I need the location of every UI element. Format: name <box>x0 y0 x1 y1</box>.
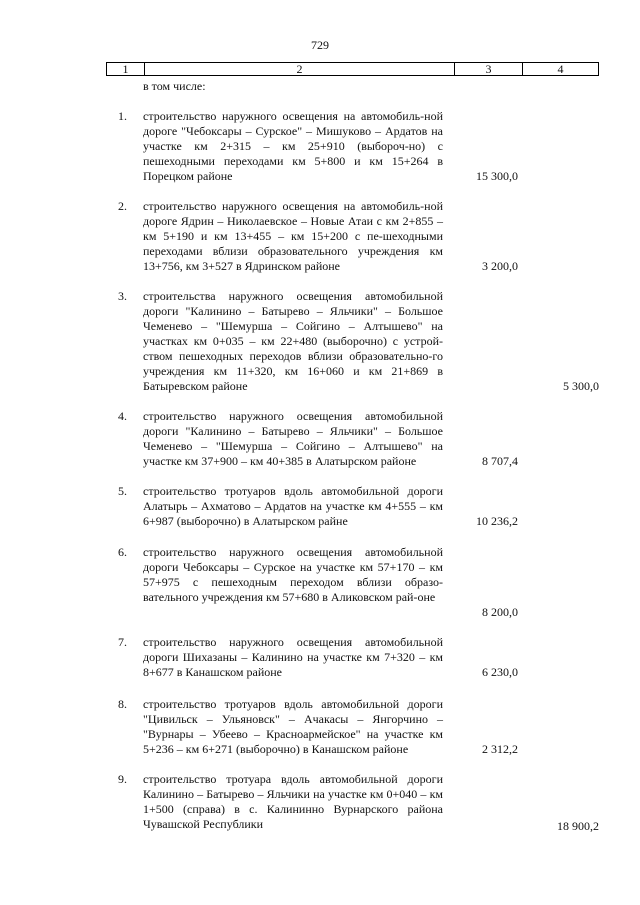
item-number: 1. <box>118 109 127 123</box>
item-description: строительство тротуара вдоль автомобильной дороги Калинино – Батырево – Яльчики на участке км 0+040 – км 1+500 (справа) в с. Калининно Вурнарского района Чувашской Республики <box>143 772 443 831</box>
column-header-1: 1 <box>107 63 145 76</box>
item-amount-col3: 3 200,0 <box>482 259 518 273</box>
item-number: 2. <box>118 199 127 213</box>
item-amount-col3: 8 707,4 <box>482 454 518 468</box>
column-header-4: 4 <box>523 63 599 76</box>
item-amount-col3: 6 230,0 <box>482 665 518 679</box>
item-number: 7. <box>118 635 127 649</box>
item-number: 6. <box>118 545 127 559</box>
subheading: в том числе: <box>143 79 206 93</box>
item-amount-col3: 15 300,0 <box>476 169 518 183</box>
item-amount-col3: 8 200,0 <box>482 605 518 619</box>
item-number: 4. <box>118 409 127 423</box>
item-amount-col4: 5 300,0 <box>563 379 599 393</box>
column-header-table <box>106 62 599 76</box>
item-description: строительства наружного освещения автомобильной дороги "Калинино – Батырево – Яльчики" – Большое Чеменево – "Шемурша – Сойгино – Алтышево" на участках км 0+035 – км 22+480 (выборочно) с устрой-ством пешеходных переходов вблизи образовательно-го учреждения км 11+320, км 16+060 и км 21+869 в Батыревском районе <box>143 289 443 393</box>
item-description: строительство наружного освещения на автомобиль-ной дороге Ядрин – Николаевское – Новые Атаи с км 2+855 – км 5+190 и км 13+455 – км 15+200 с пе-шеходными переходами вблизи образовательного учреждения км 13+756, км 3+527 в Ядринском районе <box>143 199 443 273</box>
item-amount-col4: 18 900,2 <box>557 819 599 833</box>
item-number: 3. <box>118 289 127 303</box>
item-description: строительство тротуаров вдоль автомобильной дороги "Цивильск – Ульяновск" – Ачакасы – Янгорчино – "Вурнары – Убеево – Красноармейское" на участке км 5+236 – км 6+271 (выборочно) в Канашском районе <box>143 697 443 756</box>
item-amount-col3: 2 312,2 <box>482 742 518 756</box>
item-number: 5. <box>118 484 127 498</box>
item-number: 9. <box>118 772 127 786</box>
item-description: строительство наружного освещения автомобильной дороги Шихазаны – Калинино на участке км 7+320 – км 8+677 в Канашском районе <box>143 635 443 679</box>
item-number: 8. <box>118 697 127 711</box>
item-description: строительство тротуаров вдоль автомобильной дороги Алатырь – Ахматово – Ардатов на участке км 4+555 – км 6+987 (выборочно) в Алатырском райне <box>143 484 443 528</box>
item-description: строительство наружного освещения автомобильной дороги "Калинино – Батырево – Яльчики" – Большое Чеменево – "Шемурша – Сойгино – Алтышево" на участке км 37+900 – км 40+385 в Алатырском районе <box>143 409 443 468</box>
item-amount-col3: 10 236,2 <box>476 514 518 528</box>
column-header-2: 2 <box>145 63 455 76</box>
item-description: строительство наружного освещения на автомобиль-ной дороге "Чебоксары – Сурское" – Мишуково – Ардатов на участке км 2+315 – км 25+910 (выбороч-но) с пешеходными переходами км 5+800 и км 15+264 в Порецком районе <box>143 109 443 183</box>
item-description: строительство наружного освещения автомобильной дороги Чебоксары – Сурское на участке км 57+170 – км 57+975 с пешеходным переходом вблизи образо-вательного учреждения км 57+680 в Аликовском рай-оне <box>143 545 443 604</box>
page-number: 729 <box>311 38 329 52</box>
column-header-3: 3 <box>455 63 523 76</box>
